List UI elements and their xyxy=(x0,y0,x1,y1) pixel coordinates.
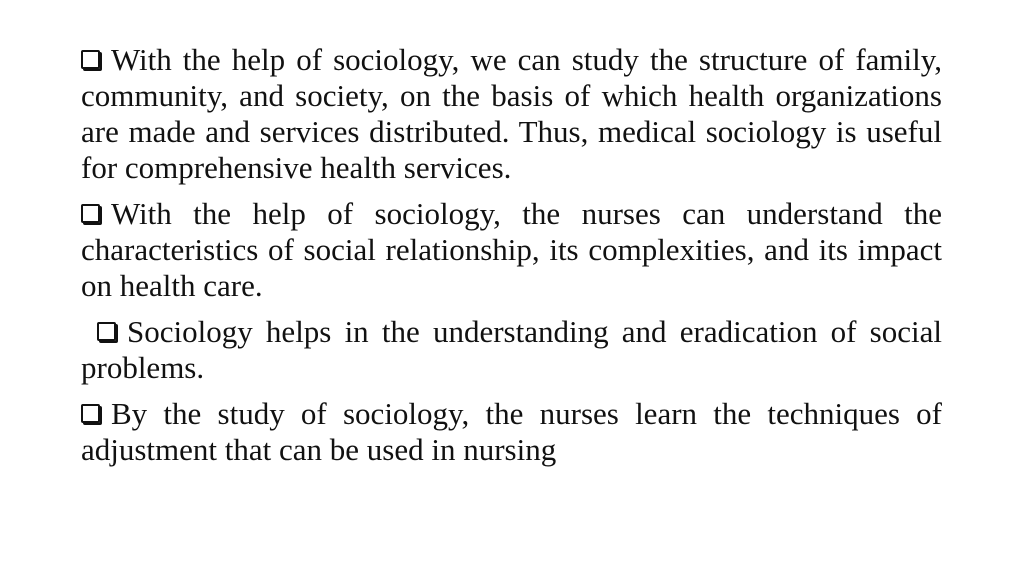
checkbox-icon xyxy=(81,50,100,69)
checkbox-icon xyxy=(81,404,100,423)
bullet-paragraph-3 xyxy=(81,314,942,386)
slide-content xyxy=(81,42,942,478)
bullet-paragraph-2 xyxy=(81,196,942,304)
bullet-paragraph-4 xyxy=(81,396,942,468)
bullet-text-2: With the help of sociology, the nurses can understand the characteristics of social relationship, its complexities, and its impact on health care. xyxy=(81,196,942,303)
checkbox-icon xyxy=(81,204,100,223)
bullet-text-1: With the help of sociology, we can study the structure of family, community, and society, on the basis of which health organizations are made and services distributed. Thus, medical sociology is useful for comprehensive health services. xyxy=(81,42,942,185)
bullet-paragraph-1 xyxy=(81,42,942,186)
checkbox-icon xyxy=(97,322,116,341)
bullet-text-3: Sociology helps in the understanding and eradication of social problems. xyxy=(81,314,942,385)
bullet-text-4: By the study of sociology, the nurses learn the techniques of adjustment that can be used in nursing xyxy=(81,396,942,467)
